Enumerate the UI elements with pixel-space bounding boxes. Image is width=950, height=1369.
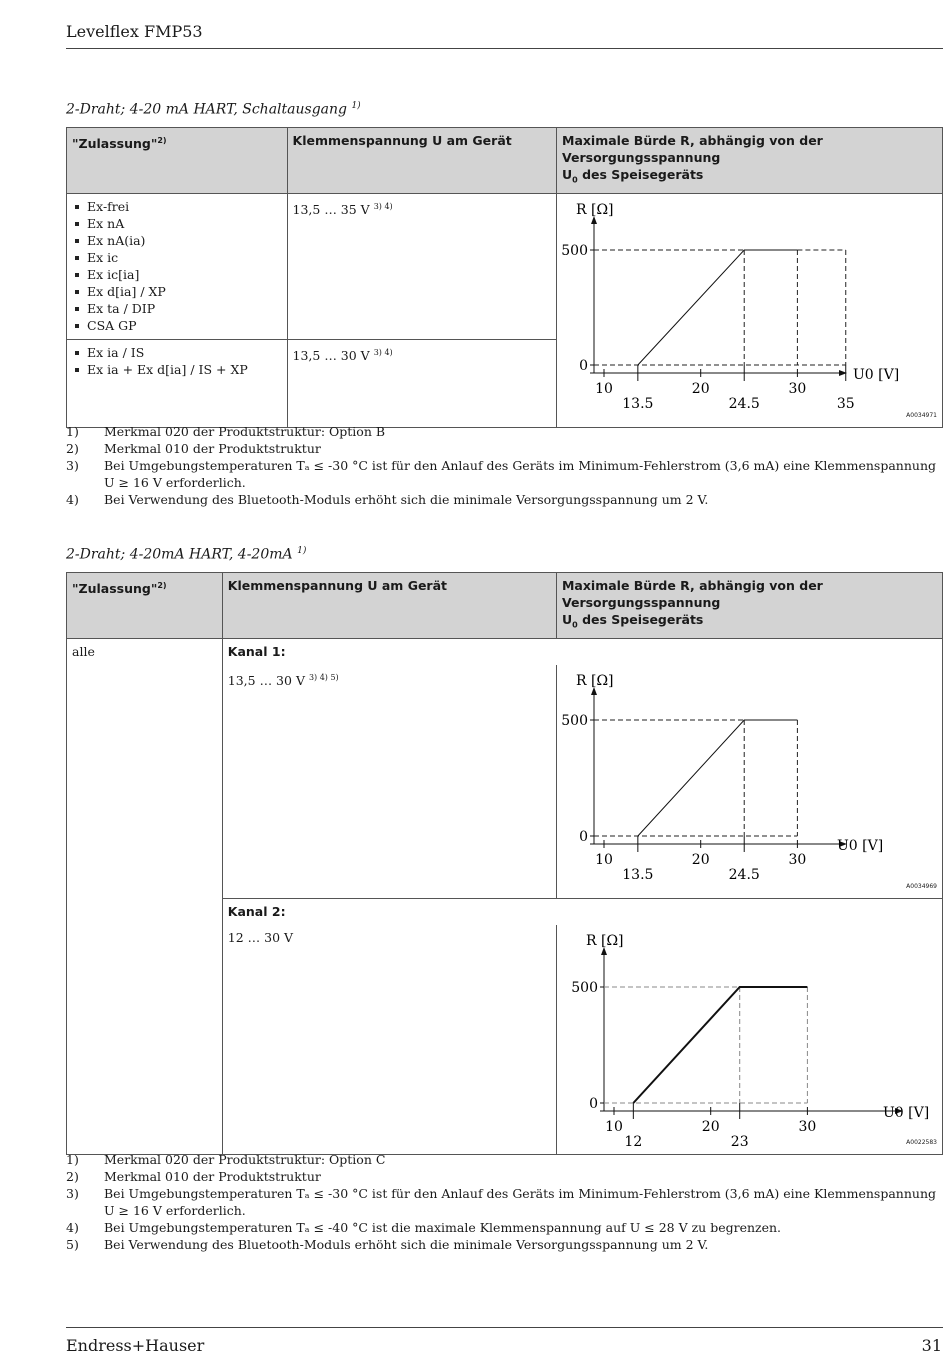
footnote — [66, 1185, 943, 1219]
page-number: 31 — [921, 1336, 942, 1355]
col-load-header: Maximale Bürde R, abhängig von der Versorgungsspannung $U_0$ des Speisegeräts — [556, 573, 942, 639]
approval-item: Ex nA — [72, 215, 282, 232]
x-tick-label: 10 — [595, 380, 613, 397]
x-tick-label: 30 — [798, 1119, 817, 1135]
approval-item: Ex ta / DIP — [72, 300, 282, 317]
y-tick-label: 0 — [579, 357, 588, 374]
approval-item: Ex ic[ia] — [72, 266, 282, 283]
footnote — [66, 440, 943, 457]
section2-table — [66, 572, 943, 1155]
footnote — [66, 1236, 943, 1253]
y-tick-label: 500 — [561, 713, 588, 729]
kanal1-label: Kanal 1: — [222, 638, 942, 665]
kanal1-voltage-cell: 13,5 … 30 V $^{3) 4) 5)}$ — [222, 665, 556, 898]
footnote-text: Bei Umgebungstemperaturen Tₐ ≤ -30 °C ist für den Anlauf des Geräts im Minimum-Fehlerstrom (3,6 mA) eine Klemmenspannung U ≥ 16 V erforderlich. — [104, 458, 937, 490]
footnote-number: 4) — [66, 492, 79, 507]
footnote-number: 1) — [66, 1152, 79, 1167]
y-axis-label: R [Ω] — [575, 673, 614, 689]
approval-cell — [67, 193, 288, 339]
footnote-text: Bei Verwendung des Bluetooth-Moduls erhöht sich die minimale Versorgungsspannung um 2 V. — [104, 1237, 709, 1252]
kanal2-voltage-cell: 12 … 30 V — [222, 925, 556, 1154]
col-voltage-header: Klemmenspannung U am Gerät — [287, 128, 556, 194]
footnote-text: Merkmal 020 der Produktstruktur: Option C — [104, 1152, 386, 1167]
load-curve — [633, 987, 807, 1103]
y-tick-label: 0 — [589, 1096, 598, 1112]
header-rule — [66, 48, 943, 49]
x-tick-label: 30 — [788, 852, 807, 868]
footnote — [66, 1151, 943, 1168]
col-approval-header: "Zulassung"$^{2)}$ — [67, 573, 223, 639]
x-mark-label: 12 — [624, 1134, 643, 1150]
approval-cell: alle — [67, 638, 223, 1154]
footnote-number: 5) — [66, 1237, 79, 1252]
voltage-cell: 13,5 … 35 V $^{3) 4)}$ — [287, 193, 556, 339]
x-tick-label: 20 — [691, 852, 710, 868]
footnote — [66, 457, 943, 491]
section2-table-header — [67, 573, 943, 639]
y-axis-label: R [Ω] — [576, 201, 614, 218]
y-axis-label: R [Ω] — [585, 933, 624, 949]
kanal1-chart-cell — [556, 665, 942, 898]
chart-code: A0022583 — [906, 1138, 937, 1146]
x-mark-label: 24.5 — [728, 867, 760, 883]
approval-cell — [67, 339, 288, 427]
section1-table — [66, 127, 943, 428]
x-mark-label: 23 — [730, 1134, 749, 1150]
load-chart-cell — [557, 193, 943, 427]
y-tick-label: 500 — [571, 980, 598, 996]
footnote-text: Merkmal 010 der Produktstruktur — [104, 1169, 321, 1184]
section1-title-footnote: 1) — [351, 101, 361, 111]
approval-list — [72, 344, 282, 378]
x-tick-label: 10 — [605, 1119, 623, 1135]
x-tick-label: 30 — [788, 380, 807, 397]
x-mark-label: 13.5 — [622, 867, 654, 883]
voltage-cell: 13,5 … 30 V $^{3) 4)}$ — [287, 339, 556, 427]
footnote-number: 2) — [66, 441, 79, 456]
footnote — [66, 1219, 943, 1236]
x-mark-label: 13.5 — [622, 395, 654, 412]
footnote-number: 2) — [66, 1169, 79, 1184]
footnote-text: Bei Umgebungstemperaturen Tₐ ≤ -40 °C ist die maximale Klemmenspannung auf U ≤ 28 V zu begrenzen. — [104, 1220, 782, 1235]
approval-item: Ex-frei — [72, 198, 282, 215]
approval-item: CSA GP — [72, 317, 282, 334]
table-row — [67, 638, 943, 665]
footnote — [66, 491, 943, 508]
section1-title-text: 2-Draht; 4-20 mA HART, Schaltausgang — [66, 101, 347, 118]
section2-title-text: 2-Draht; 4-20mA HART, 4-20mA — [66, 546, 293, 563]
document-header-title: Levelflex FMP53 — [66, 22, 203, 41]
footnote-text: Bei Verwendung des Bluetooth-Moduls erhöht sich die minimale Versorgungsspannung um 2 V. — [104, 492, 709, 507]
x-axis-label: U0 [V] — [882, 1105, 930, 1121]
approval-item: Ex d[ia] / XP — [72, 283, 282, 300]
footer-brand: Endress+Hauser — [66, 1336, 205, 1355]
load-curve — [638, 250, 798, 365]
table-row — [67, 193, 943, 339]
footnote-number: 3) — [66, 1186, 79, 1201]
footnote-text: Bei Umgebungstemperaturen Tₐ ≤ -30 °C ist für den Anlauf des Geräts im Minimum-Fehlerstrom (3,6 mA) eine Klemmenspannung U ≥ 16 V erforderlich. — [104, 1186, 937, 1218]
footnote-number: 3) — [66, 458, 79, 473]
approval-list — [72, 198, 282, 334]
section2-title — [66, 546, 306, 563]
kanal2-label: Kanal 2: — [222, 898, 942, 925]
load-curve — [638, 720, 798, 836]
x-tick-label: 20 — [701, 1119, 720, 1135]
footer-rule — [66, 1327, 943, 1328]
section1-footnotes — [66, 423, 943, 508]
load-chart-1 — [557, 194, 941, 426]
approval-item: Ex nA(ia) — [72, 232, 282, 249]
section2-footnotes — [66, 1151, 943, 1253]
chart-code: A0034971 — [906, 411, 937, 419]
chart-code: A0034969 — [906, 882, 937, 890]
col-load-header: Maximale Bürde R, abhängig von der Versorgungsspannung $U_0$ des Speisegeräts — [557, 128, 943, 194]
x-mark-label: 35 — [836, 395, 855, 412]
y-tick-label: 0 — [579, 829, 588, 845]
load-chart-3 — [557, 925, 941, 1152]
x-axis-label: U0 [V] — [836, 838, 884, 854]
col-approval-header: "Zulassung"$^{2)}$ — [67, 128, 288, 194]
approval-item: Ex ia / IS — [72, 344, 282, 361]
y-tick-label: 500 — [561, 242, 588, 259]
footnote — [66, 1168, 943, 1185]
section1-table-header — [67, 128, 943, 194]
load-chart-2 — [557, 665, 941, 896]
footnote-number: 1) — [66, 424, 79, 439]
x-tick-label: 20 — [691, 380, 710, 397]
footnote-text: Merkmal 020 der Produktstruktur: Option B — [104, 424, 386, 439]
section1-title — [66, 101, 361, 118]
section2-title-footnote: 1) — [297, 546, 307, 556]
approval-item: Ex ic — [72, 249, 282, 266]
x-tick-label: 10 — [595, 852, 613, 868]
x-mark-label: 24.5 — [728, 395, 760, 412]
approval-item: Ex ia + Ex d[ia] / IS + XP — [72, 361, 282, 378]
x-axis-label: U0 [V] — [853, 366, 900, 383]
footnote-number: 4) — [66, 1220, 79, 1235]
kanal2-chart-cell — [556, 925, 942, 1154]
footnote-text: Merkmal 010 der Produktstruktur — [104, 441, 321, 456]
footnote — [66, 423, 943, 440]
col-voltage-header: Klemmenspannung U am Gerät — [222, 573, 556, 639]
